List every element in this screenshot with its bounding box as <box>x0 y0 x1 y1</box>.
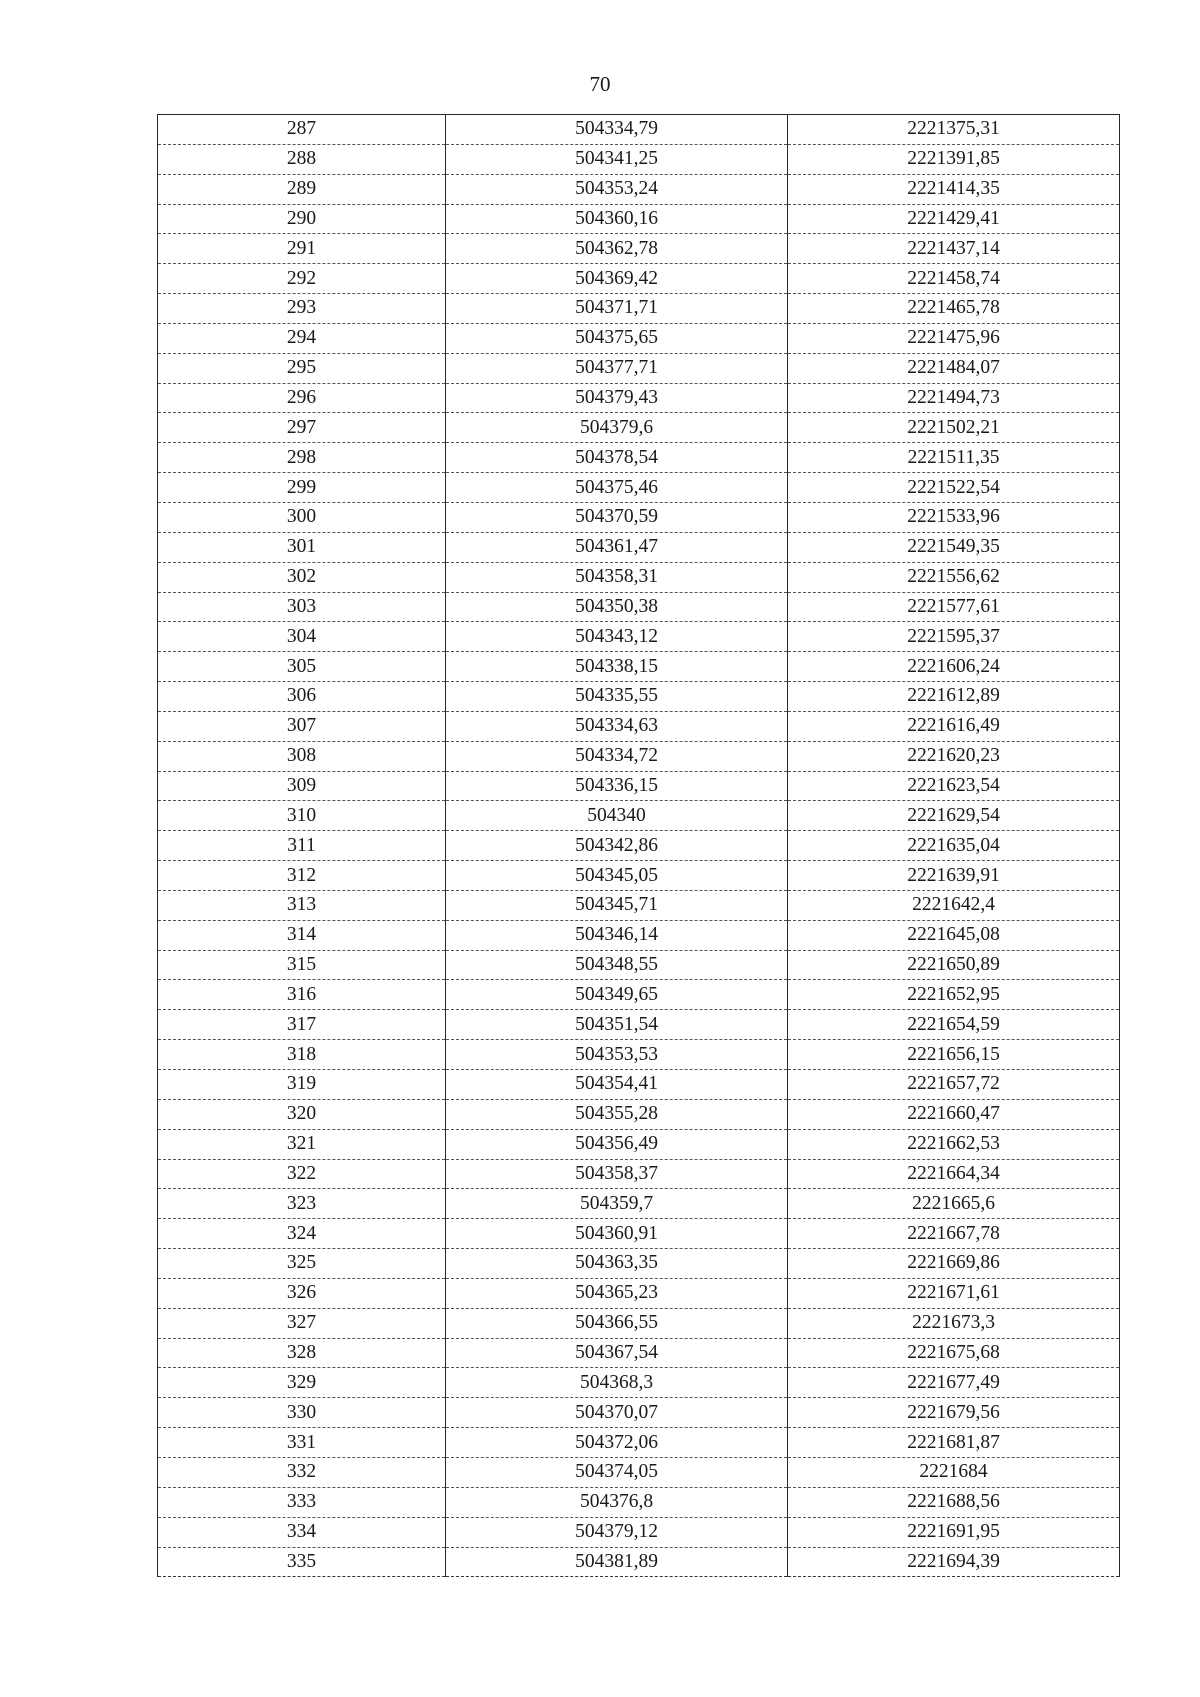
x-coordinate-cell: 504350,38 <box>446 592 788 622</box>
y-coordinate-cell: 2221673,3 <box>788 1308 1120 1338</box>
x-coordinate-cell: 504353,24 <box>446 174 788 204</box>
y-coordinate-cell: 2221694,39 <box>788 1547 1120 1577</box>
point-number-cell: 287 <box>158 115 446 145</box>
table-row <box>158 1398 1120 1428</box>
table-row <box>158 980 1120 1010</box>
x-coordinate-cell: 504366,55 <box>446 1308 788 1338</box>
y-coordinate-cell: 2221577,61 <box>788 592 1120 622</box>
y-coordinate-cell: 2221665,6 <box>788 1189 1120 1219</box>
y-coordinate-cell: 2221654,59 <box>788 1010 1120 1040</box>
table-row <box>158 1308 1120 1338</box>
y-coordinate-cell: 2221549,35 <box>788 532 1120 562</box>
point-number-cell: 317 <box>158 1010 446 1040</box>
y-coordinate-cell: 2221533,96 <box>788 502 1120 532</box>
y-coordinate-cell: 2221620,23 <box>788 741 1120 771</box>
point-number-cell: 311 <box>158 831 446 861</box>
table-row <box>158 144 1120 174</box>
y-coordinate-cell: 2221679,56 <box>788 1398 1120 1428</box>
table-row <box>158 1219 1120 1249</box>
table-row <box>158 1040 1120 1070</box>
x-coordinate-cell: 504371,71 <box>446 294 788 324</box>
y-coordinate-cell: 2221645,08 <box>788 920 1120 950</box>
table-row <box>158 622 1120 652</box>
x-coordinate-cell: 504363,35 <box>446 1249 788 1279</box>
point-number-cell: 322 <box>158 1159 446 1189</box>
point-number-cell: 299 <box>158 473 446 503</box>
y-coordinate-cell: 2221494,73 <box>788 383 1120 413</box>
y-coordinate-cell: 2221502,21 <box>788 413 1120 443</box>
y-coordinate-cell: 2221635,04 <box>788 831 1120 861</box>
table-row <box>158 950 1120 980</box>
point-number-cell: 314 <box>158 920 446 950</box>
x-coordinate-cell: 504358,31 <box>446 562 788 592</box>
y-coordinate-cell: 2221642,4 <box>788 890 1120 920</box>
x-coordinate-cell: 504368,3 <box>446 1368 788 1398</box>
table-row <box>158 771 1120 801</box>
point-number-cell: 306 <box>158 682 446 712</box>
table-row <box>158 174 1120 204</box>
y-coordinate-cell: 2221629,54 <box>788 801 1120 831</box>
y-coordinate-cell: 2221660,47 <box>788 1099 1120 1129</box>
y-coordinate-cell: 2221616,49 <box>788 711 1120 741</box>
x-coordinate-cell: 504379,43 <box>446 383 788 413</box>
point-number-cell: 325 <box>158 1249 446 1279</box>
y-coordinate-cell: 2221650,89 <box>788 950 1120 980</box>
coordinates-table <box>157 114 1120 1577</box>
x-coordinate-cell: 504379,6 <box>446 413 788 443</box>
point-number-cell: 333 <box>158 1487 446 1517</box>
x-coordinate-cell: 504348,55 <box>446 950 788 980</box>
table-row <box>158 1249 1120 1279</box>
y-coordinate-cell: 2221662,53 <box>788 1129 1120 1159</box>
table-row <box>158 115 1120 145</box>
point-number-cell: 335 <box>158 1547 446 1577</box>
table-row <box>158 413 1120 443</box>
x-coordinate-cell: 504355,28 <box>446 1099 788 1129</box>
x-coordinate-cell: 504367,54 <box>446 1338 788 1368</box>
x-coordinate-cell: 504379,12 <box>446 1517 788 1547</box>
table-row <box>158 801 1120 831</box>
table-row <box>158 1278 1120 1308</box>
point-number-cell: 295 <box>158 353 446 383</box>
table-row <box>158 682 1120 712</box>
table-row <box>158 652 1120 682</box>
x-coordinate-cell: 504378,54 <box>446 443 788 473</box>
x-coordinate-cell: 504360,91 <box>446 1219 788 1249</box>
table-row <box>158 234 1120 264</box>
y-coordinate-cell: 2221606,24 <box>788 652 1120 682</box>
point-number-cell: 308 <box>158 741 446 771</box>
point-number-cell: 288 <box>158 144 446 174</box>
y-coordinate-cell: 2221684 <box>788 1457 1120 1487</box>
table-row <box>158 1129 1120 1159</box>
point-number-cell: 296 <box>158 383 446 413</box>
x-coordinate-cell: 504356,49 <box>446 1129 788 1159</box>
x-coordinate-cell: 504375,65 <box>446 323 788 353</box>
y-coordinate-cell: 2221391,85 <box>788 144 1120 174</box>
point-number-cell: 301 <box>158 532 446 562</box>
point-number-cell: 304 <box>158 622 446 652</box>
point-number-cell: 307 <box>158 711 446 741</box>
y-coordinate-cell: 2221667,78 <box>788 1219 1120 1249</box>
point-number-cell: 290 <box>158 204 446 234</box>
x-coordinate-cell: 504351,54 <box>446 1010 788 1040</box>
y-coordinate-cell: 2221437,14 <box>788 234 1120 264</box>
page-number: 70 <box>589 72 611 96</box>
y-coordinate-cell: 2221623,54 <box>788 771 1120 801</box>
point-number-cell: 292 <box>158 264 446 294</box>
table-row <box>158 264 1120 294</box>
point-number-cell: 332 <box>158 1457 446 1487</box>
y-coordinate-cell: 2221652,95 <box>788 980 1120 1010</box>
y-coordinate-cell: 2221671,61 <box>788 1278 1120 1308</box>
point-number-cell: 291 <box>158 234 446 264</box>
y-coordinate-cell: 2221639,91 <box>788 861 1120 891</box>
point-number-cell: 331 <box>158 1428 446 1458</box>
point-number-cell: 313 <box>158 890 446 920</box>
table-row <box>158 1099 1120 1129</box>
x-coordinate-cell: 504334,63 <box>446 711 788 741</box>
table-row <box>158 502 1120 532</box>
y-coordinate-cell: 2221656,15 <box>788 1040 1120 1070</box>
y-coordinate-cell: 2221414,35 <box>788 174 1120 204</box>
point-number-cell: 315 <box>158 950 446 980</box>
point-number-cell: 293 <box>158 294 446 324</box>
point-number-cell: 324 <box>158 1219 446 1249</box>
table-row <box>158 711 1120 741</box>
y-coordinate-cell: 2221595,37 <box>788 622 1120 652</box>
x-coordinate-cell: 504345,05 <box>446 861 788 891</box>
point-number-cell: 334 <box>158 1517 446 1547</box>
x-coordinate-cell: 504334,72 <box>446 741 788 771</box>
y-coordinate-cell: 2221664,34 <box>788 1159 1120 1189</box>
y-coordinate-cell: 2221522,54 <box>788 473 1120 503</box>
point-number-cell: 303 <box>158 592 446 622</box>
y-coordinate-cell: 2221429,41 <box>788 204 1120 234</box>
point-number-cell: 328 <box>158 1338 446 1368</box>
point-number-cell: 321 <box>158 1129 446 1159</box>
x-coordinate-cell: 504345,71 <box>446 890 788 920</box>
point-number-cell: 300 <box>158 502 446 532</box>
point-number-cell: 316 <box>158 980 446 1010</box>
table-row <box>158 1338 1120 1368</box>
table-row <box>158 890 1120 920</box>
y-coordinate-cell: 2221465,78 <box>788 294 1120 324</box>
x-coordinate-cell: 504353,53 <box>446 1040 788 1070</box>
point-number-cell: 302 <box>158 562 446 592</box>
x-coordinate-cell: 504358,37 <box>446 1159 788 1189</box>
point-number-cell: 294 <box>158 323 446 353</box>
x-coordinate-cell: 504334,79 <box>446 115 788 145</box>
x-coordinate-cell: 504346,14 <box>446 920 788 950</box>
point-number-cell: 329 <box>158 1368 446 1398</box>
y-coordinate-cell: 2221458,74 <box>788 264 1120 294</box>
y-coordinate-cell: 2221681,87 <box>788 1428 1120 1458</box>
y-coordinate-cell: 2221675,68 <box>788 1338 1120 1368</box>
table-row <box>158 741 1120 771</box>
point-number-cell: 305 <box>158 652 446 682</box>
x-coordinate-cell: 504349,65 <box>446 980 788 1010</box>
x-coordinate-cell: 504365,23 <box>446 1278 788 1308</box>
x-coordinate-cell: 504343,12 <box>446 622 788 652</box>
x-coordinate-cell: 504370,59 <box>446 502 788 532</box>
point-number-cell: 330 <box>158 1398 446 1428</box>
table-row <box>158 562 1120 592</box>
point-number-cell: 312 <box>158 861 446 891</box>
table-row <box>158 294 1120 324</box>
table-row <box>158 473 1120 503</box>
y-coordinate-cell: 2221688,56 <box>788 1487 1120 1517</box>
table-row <box>158 1487 1120 1517</box>
table-row <box>158 1010 1120 1040</box>
y-coordinate-cell: 2221669,86 <box>788 1249 1120 1279</box>
point-number-cell: 309 <box>158 771 446 801</box>
point-number-cell: 320 <box>158 1099 446 1129</box>
y-coordinate-cell: 2221691,95 <box>788 1517 1120 1547</box>
table-row <box>158 831 1120 861</box>
point-number-cell: 327 <box>158 1308 446 1338</box>
y-coordinate-cell: 2221657,72 <box>788 1070 1120 1100</box>
table-row <box>158 1070 1120 1100</box>
table-row <box>158 323 1120 353</box>
table-row <box>158 1368 1120 1398</box>
point-number-cell: 326 <box>158 1278 446 1308</box>
y-coordinate-cell: 2221511,35 <box>788 443 1120 473</box>
x-coordinate-cell: 504338,15 <box>446 652 788 682</box>
x-coordinate-cell: 504359,7 <box>446 1189 788 1219</box>
table-row <box>158 532 1120 562</box>
table-row <box>158 1189 1120 1219</box>
table-row <box>158 204 1120 234</box>
y-coordinate-cell: 2221612,89 <box>788 682 1120 712</box>
point-number-cell: 323 <box>158 1189 446 1219</box>
coordinates-table-body <box>158 115 1120 1577</box>
x-coordinate-cell: 504372,06 <box>446 1428 788 1458</box>
y-coordinate-cell: 2221375,31 <box>788 115 1120 145</box>
table-row <box>158 1428 1120 1458</box>
y-coordinate-cell: 2221484,07 <box>788 353 1120 383</box>
y-coordinate-cell: 2221475,96 <box>788 323 1120 353</box>
table-row <box>158 861 1120 891</box>
x-coordinate-cell: 504376,8 <box>446 1487 788 1517</box>
x-coordinate-cell: 504336,15 <box>446 771 788 801</box>
x-coordinate-cell: 504341,25 <box>446 144 788 174</box>
x-coordinate-cell: 504362,78 <box>446 234 788 264</box>
point-number-cell: 310 <box>158 801 446 831</box>
table-row <box>158 1457 1120 1487</box>
x-coordinate-cell: 504340 <box>446 801 788 831</box>
point-number-cell: 319 <box>158 1070 446 1100</box>
x-coordinate-cell: 504335,55 <box>446 682 788 712</box>
point-number-cell: 289 <box>158 174 446 204</box>
point-number-cell: 298 <box>158 443 446 473</box>
y-coordinate-cell: 2221677,49 <box>788 1368 1120 1398</box>
point-number-cell: 297 <box>158 413 446 443</box>
table-row <box>158 353 1120 383</box>
x-coordinate-cell: 504377,71 <box>446 353 788 383</box>
table-row <box>158 920 1120 950</box>
x-coordinate-cell: 504342,86 <box>446 831 788 861</box>
table-row <box>158 592 1120 622</box>
y-coordinate-cell: 2221556,62 <box>788 562 1120 592</box>
x-coordinate-cell: 504381,89 <box>446 1547 788 1577</box>
x-coordinate-cell: 504354,41 <box>446 1070 788 1100</box>
table-row <box>158 383 1120 413</box>
table-row <box>158 1517 1120 1547</box>
x-coordinate-cell: 504375,46 <box>446 473 788 503</box>
x-coordinate-cell: 504369,42 <box>446 264 788 294</box>
x-coordinate-cell: 504374,05 <box>446 1457 788 1487</box>
x-coordinate-cell: 504370,07 <box>446 1398 788 1428</box>
table-row <box>158 443 1120 473</box>
table-row <box>158 1159 1120 1189</box>
table-row <box>158 1547 1120 1577</box>
point-number-cell: 318 <box>158 1040 446 1070</box>
x-coordinate-cell: 504361,47 <box>446 532 788 562</box>
x-coordinate-cell: 504360,16 <box>446 204 788 234</box>
